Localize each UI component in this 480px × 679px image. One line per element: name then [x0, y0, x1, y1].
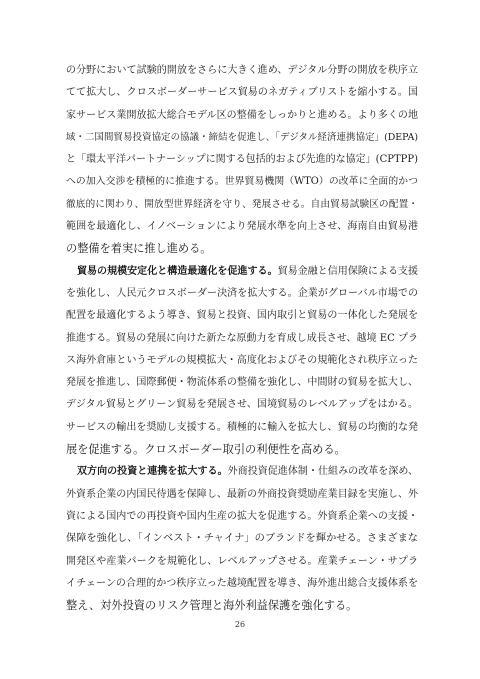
- text-line: [66, 461, 418, 483]
- text-line: [66, 305, 418, 327]
- line-text: 域・二国間貿易投資協定の協議・締結を促進し、「デジタル経済連携協定」(DEPA): [66, 131, 418, 143]
- line-text: 範囲を最適化し、イノベーションにより発展水準を向上させ、海南自由貿易港: [66, 221, 418, 233]
- text-line: [66, 127, 418, 149]
- line-text: 展を促進する。クロスボーダー取引の利便性を高める。: [66, 443, 346, 457]
- line-text: イチェーンの合理的かつ秩序立った越境配置を導き、海外進出総合支援体系を: [66, 577, 418, 589]
- text-line: [66, 484, 418, 506]
- line-text: ス海外倉庫というモデルの規模拡大・高度化およびその規範化され秩序立った: [66, 354, 418, 366]
- line-text: 徹底的に関わり、開放型世界経済を守り、発展させる。自由貿易試験区の配置・: [66, 198, 418, 210]
- line-text: サービスの輸出を奨励し支援する。積極的に輸入を拡大し、貿易の均衡的な発: [66, 421, 418, 433]
- text-line: [66, 573, 418, 595]
- line-text: と「環太平洋パートナーシップに関する包括的および先進的な協定」(CPTPP): [66, 154, 418, 166]
- line-text: 発展を推進し、国際郵便・物流体系の整備を強化し、中間財の貿易を拡大し、: [66, 377, 418, 389]
- text-line: [66, 82, 418, 104]
- line-text: への加入交渉を積極的に推進する。世界貿易機関（WTO）の改革に全面的かつ: [66, 176, 418, 188]
- text-line: [66, 149, 418, 171]
- text-line: [66, 417, 418, 439]
- line-text: 貿易金融と信用保険による支援: [277, 265, 419, 277]
- body-text: [66, 60, 418, 617]
- text-line: [66, 238, 418, 260]
- paragraph-heading: 双方向の投資と連携を拡大する。: [77, 466, 228, 478]
- line-text: デジタル貿易とグリーン貿易を発展させ、国境貿易のレベルアップをはかる。: [66, 399, 418, 411]
- line-text: 外資系企業の内国民待遇を保障し、最新の外商投資奨励産業目録を実施し、外: [66, 488, 418, 500]
- text-line: [66, 372, 418, 394]
- text-line: [66, 439, 418, 461]
- line-text: 推進する。貿易の発展に向けた新たな原動力を育成し成長させ、越境 EC プラ: [66, 332, 418, 344]
- text-line: [66, 194, 418, 216]
- text-line: [66, 528, 418, 550]
- text-line: [66, 328, 418, 350]
- text-line: [66, 350, 418, 372]
- page-number: 26: [234, 620, 246, 629]
- text-line: [66, 551, 418, 573]
- line-text: 保障を強化し、「インベスト・チャイナ」のブランドを輝かせる。さまざまな: [66, 533, 418, 545]
- paragraph-heading: 貿易の規模安定化と構造最適化を促進する。: [77, 265, 278, 277]
- line-text: 整え、対外投資のリスク管理と海外利益保護を強化する。: [66, 599, 358, 613]
- text-line: [66, 261, 418, 283]
- line-text: てて拡大し、クロスボーダーサービス貿易のネガティブリストを縮小する。国: [66, 87, 418, 99]
- line-text: 配置を最適化するよう導き、貿易と投資、国内取引と貿易の一体化した発展を: [66, 310, 418, 322]
- line-text: 家サービス業開放拡大総合モデル区の整備をしっかりと進める。より多くの地: [66, 109, 418, 121]
- text-line: [66, 60, 418, 82]
- line-text: を強化し、人民元クロスボーダー決済を拡大する。企業がグローバル市場での: [66, 287, 418, 299]
- line-text: 開発区や産業パークを規範化し、レベルアップさせる。産業チェーン・サプラ: [66, 555, 418, 567]
- text-line: [66, 394, 418, 416]
- line-text: 資による国内での再投資や国内生産の拡大を促進する。外資系企業への支援・: [66, 510, 418, 522]
- line-text: の整備を着実に推し進める。: [66, 242, 212, 256]
- text-line: [66, 595, 418, 617]
- text-line: [66, 506, 418, 528]
- text-line: [66, 171, 418, 193]
- line-text: 外商投資促進体制・仕組みの改革を深め、: [227, 466, 418, 478]
- text-line: [66, 105, 418, 127]
- text-line: [66, 216, 418, 238]
- line-text: の分野において試験的開放をさらに大きく進め、デジタル分野の開放を秩序立: [66, 65, 418, 76]
- text-line: [66, 283, 418, 305]
